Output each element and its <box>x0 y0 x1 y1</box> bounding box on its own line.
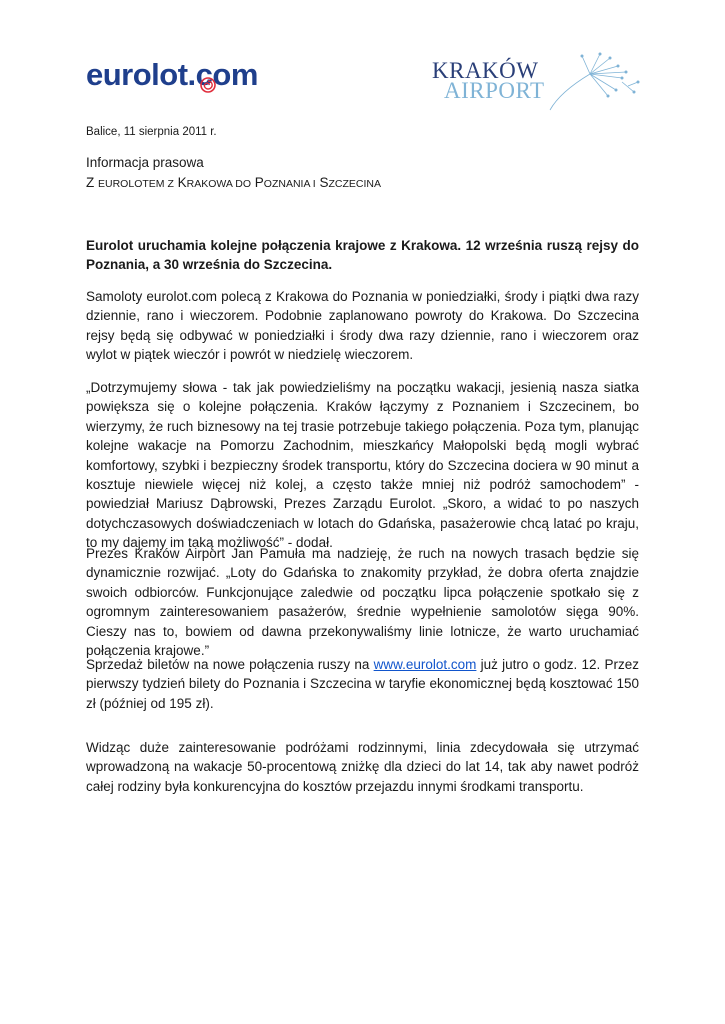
eurolot-logo <box>86 55 306 95</box>
document-type: Informacja prasowa <box>86 155 204 170</box>
ticket-sales-text: Sprzedaż biletów na nowe połączenia ruszy na <box>86 657 374 672</box>
lead-paragraph: Eurolot uruchamia kolejne połączenia krajowe z Krakowa. 12 września ruszą rejsy do Poznania, a 30 września do Szczecina. <box>86 238 639 273</box>
paragraph-ticket-sales <box>86 655 639 713</box>
title-part: K <box>177 175 187 190</box>
title-part: ZCZECINA <box>328 178 382 190</box>
krakow-logo-line2: AIRPORT <box>444 78 545 103</box>
eurolot-spiral-icon <box>200 77 216 93</box>
title-part: Z <box>86 175 95 190</box>
krakow-airport-logo <box>430 52 645 114</box>
title-part: S <box>319 175 329 190</box>
title-part: OZNANIA I <box>263 178 316 190</box>
document-title <box>86 175 381 190</box>
dandelion-icon <box>530 52 645 114</box>
paragraph-family-discount: Widząc duże zainteresowanie podróżami rodzinnymi, linia zdecydowała się utrzymać wprowadzoną na wakacje 50-procentową zniżkę dla dzieci do lat 14, tak aby nawet podróż całej rodziny była konkurencyjna do kosztów przejazdu innymi środkami transportu. <box>86 740 639 794</box>
title-part: EUROLOTEM Z <box>98 178 174 190</box>
paragraph-schedule: Samoloty eurolot.com polecą z Krakowa do Poznania w poniedziałki, środy i piątki dwa razy dziennie, rano i wieczorem. Podobnie zaplanowano powroty do Krakowa. Do Szczecina rejsy będą się odbywać w poniedziałki i środy dwa razy dziennie, rano i wieczorem oraz wylot w piątek wieczór i powrót w niedzielę wieczorem. <box>86 289 639 363</box>
document-date: Balice, 11 sierpnia 2011 r. <box>86 126 217 138</box>
eurolot-website-link[interactable]: www.eurolot.com <box>373 657 477 672</box>
ticket-sales-text-cont: już jutro o godz. 12. Przez pierwszy tydzień bilety do Poznania i Szczecina w taryfie ekonomicznej będą kosztować 150 zł (później od 195 zł). <box>86 657 639 711</box>
paragraph-quote-pamula: Prezes Kraków Airport Jan Pamuła ma nadzieję, że ruch na nowych trasach będzie się dynamicznie rozwijać. „Loty do Gdańska to znakomity przykład, że dobra oferta znajdzie swoich odbiorców. Funkcjonujące zaledwie od początku lipca połączenie spotkało się z ogromnym zainteresowaniem pasażerów, średnie wypełnienie samolotów sięga 90%. Cieszy nas to, bowiem od dawna przekonywaliśmy linie lotnicze, że warto uruchamiać połączenia krajowe.” <box>86 546 639 659</box>
title-part: P <box>254 175 264 190</box>
paragraph-quote-dabrowski: „Dotrzymujemy słowa - tak jak powiedzieliśmy na początku wakacji, jesienią nasza siatka powiększa się o kolejne połączenia. Kraków łączymy z Poznaniem i Szczecinem, bo wierzymy, że ruch biznesowy na tej trasie potrzebuje takiego połączenia. Poza tym, planując kolejne wakacje na Pomorzu Zachodnim, mieszkańcy Małopolski będą mogli wybrać komfortowy, szybki i bezpieczny środek transportu, który do Szczecina dociera w 90 minut a kosztuje niewiele więcej niż kolej, a często także mniej niż podróż samochodem” - powiedział Mariusz Dąbrowski, Prezes Zarządu Eurolot. „Skoro, a widać to po naszych dotychczasowych doświadczeniach w lotach do Gdańska, pasażerowie chcą latać po kraju, to my dajemy im taką możliwość” - dodał. <box>86 380 639 551</box>
krakow-logo-line1: KRAKÓW <box>432 58 539 83</box>
title-part: RAKOWA DO <box>186 178 252 190</box>
eurolot-logo-text: eurolot.com <box>86 57 258 92</box>
